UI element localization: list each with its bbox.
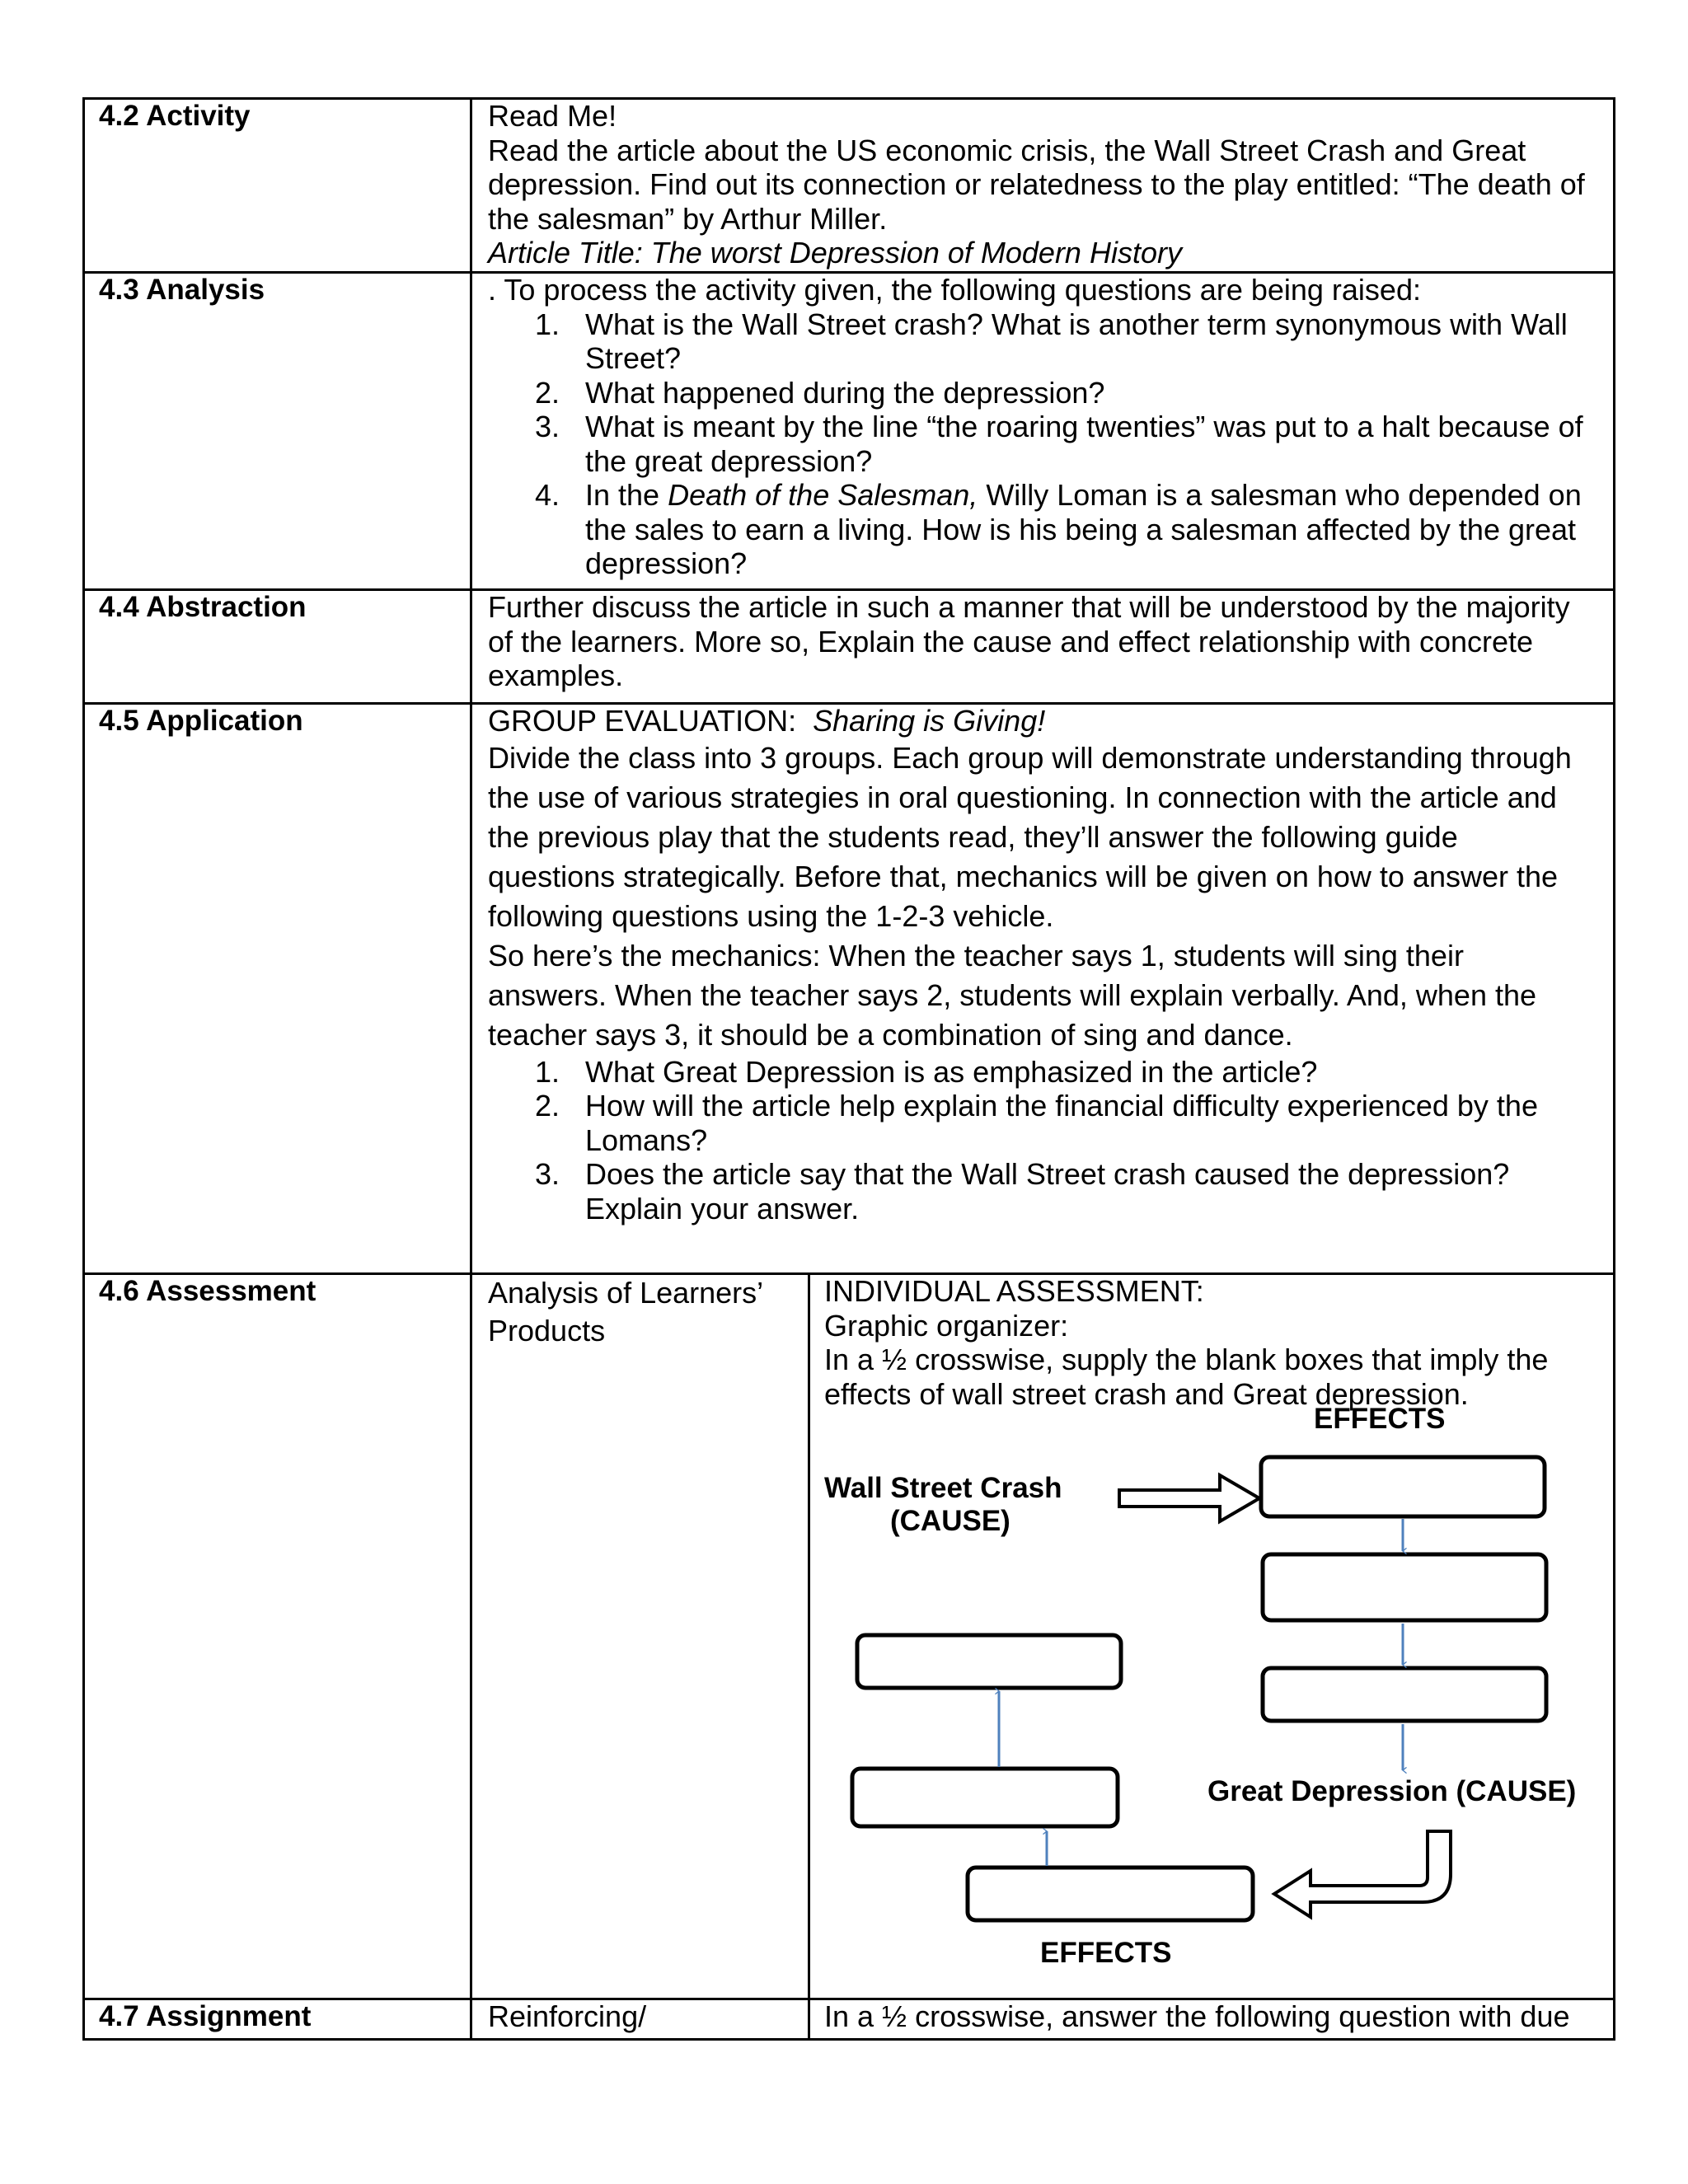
abstraction-line: Further discuss the article in such a manner that will be understood by the majority: [488, 590, 1570, 624]
list-item: [488, 1089, 1609, 1157]
list-number: 1.: [535, 1054, 560, 1089]
wall-street-crash-cause-label: Wall Street Crash: [824, 1472, 1062, 1504]
list-line: the great depression?: [585, 443, 873, 478]
application-questions: [488, 1055, 1609, 1226]
application-line: teacher says 3, it should be a combination of sing and dance.: [488, 1017, 1293, 1052]
row-label-analysis: 4.3 Analysis: [99, 274, 265, 306]
assessment-line: effects of wall street crash and Great depression.: [824, 1376, 1469, 1411]
list-number: 3.: [535, 410, 560, 443]
cause-arrow-bent: [1274, 1831, 1451, 1917]
effect-box-right-3: [1263, 1668, 1546, 1721]
list-line: How will the article help explain the financial difficulty experienced by the: [585, 1089, 1538, 1122]
application-content: [488, 704, 1609, 1226]
activity-line: Read the article about the US economic crisis, the Wall Street Crash and Great: [488, 133, 1526, 167]
effect-box-left-top: [857, 1635, 1121, 1688]
abstraction-content: [488, 590, 1609, 693]
application-line: following questions using the 1-2-3 vehicle.: [488, 898, 1054, 933]
activity-line: Read Me!: [488, 99, 617, 133]
effect-box-right-1: [1261, 1457, 1545, 1516]
application-line: the use of various strategies in oral questioning. In connection with the article and: [488, 780, 1557, 814]
list-line: Street?: [585, 341, 682, 375]
analysis-questions: [488, 307, 1609, 581]
lesson-plan-table: [82, 97, 1615, 2041]
effects-bottom-label: EFFECTS: [1040, 1937, 1172, 1969]
list-item: [488, 1055, 1609, 1090]
assessment-line: INDIVIDUAL ASSESSMENT:: [824, 1274, 1204, 1308]
border-col-1: [470, 97, 472, 2041]
effect-box-right-2: [1263, 1554, 1546, 1620]
list-number: 2.: [535, 375, 560, 410]
assessment-line: Graphic organizer:: [824, 1308, 1069, 1343]
application-line: the previous play that the students read, they’ll answer the following guide: [488, 819, 1458, 854]
list-line: What is meant by the line “the roaring twenties” was put to a halt because of: [585, 410, 1583, 443]
effect-box-bottom: [968, 1868, 1253, 1920]
list-line: Does the article say that the Wall Street crash caused the depression?: [585, 1157, 1510, 1191]
group-evaluation-label: GROUP EVALUATION:: [488, 704, 814, 738]
list-number: 2.: [535, 1089, 560, 1122]
border-right: [1613, 97, 1615, 2041]
list-line: What happened during the depression?: [585, 375, 1105, 410]
list-line: Explain your answer.: [585, 1191, 860, 1226]
application-line: Divide the class into 3 groups. Each group will demonstrate understanding through: [488, 740, 1572, 775]
list-text: In the: [585, 478, 668, 512]
row-label-application: 4.5 Application: [99, 705, 303, 737]
effects-top-label: EFFECTS: [1314, 1403, 1446, 1435]
application-paragraph: [488, 738, 1609, 1055]
list-line: What is the Wall Street crash? What is another term synonymous with Wall: [585, 307, 1568, 341]
analysis-content: [488, 273, 1609, 581]
row-label-abstraction: 4.4 Abstraction: [99, 591, 307, 623]
great-depression-cause-label: Great Depression (CAUSE): [1207, 1775, 1577, 1807]
analysis-intro: . To process the activity given, the following questions are being raised:: [488, 273, 1421, 307]
article-title: Article Title: The worst Depression of Modern History: [488, 236, 1182, 269]
list-line: Lomans?: [585, 1122, 708, 1157]
list-line: What Great Depression is as emphasized in the article?: [585, 1054, 1318, 1089]
activity-line: the salesman” by Arthur Miller.: [488, 201, 888, 236]
assignment-instructions: In a ½ crosswise, answer the following question with due: [824, 1999, 1570, 2033]
activity-content: [488, 99, 1601, 270]
list-item: [488, 307, 1609, 376]
application-line: answers. When the teacher says 2, students will explain verbally. And, when the: [488, 977, 1537, 1012]
abstraction-line: examples.: [488, 658, 624, 692]
border-left: [82, 97, 85, 2041]
group-evaluation-title: Sharing is Giving!: [813, 704, 1046, 738]
assessment-line: In a ½ crosswise, supply the blank boxes that imply the: [824, 1343, 1549, 1376]
border-bottom: [82, 2038, 1615, 2041]
assessment-type: [488, 1274, 801, 1350]
play-title: Death of the Salesman,: [668, 478, 978, 512]
cause-arrow-right: [1119, 1475, 1259, 1521]
row-label-activity: 4.2 Activity: [99, 100, 251, 132]
row-label-assignment: 4.7 Assignment: [99, 2000, 312, 2032]
border-col-2: [808, 1272, 810, 2041]
abstraction-line: of the learners. More so, Explain the cause and effect relationship with concrete: [488, 624, 1534, 658]
activity-line: depression. Find out its connection or relatedness to the play entitled: “The death of: [488, 167, 1585, 201]
list-line: the sales to earn a living. How is his being a salesman affected by the great: [585, 512, 1577, 546]
list-number: 1.: [535, 307, 560, 341]
list-number: 4.: [535, 478, 560, 512]
list-text: Willy Loman is a salesman who depended on: [978, 478, 1582, 512]
application-line: So here’s the mechanics: When the teacher says 1, students will sing their: [488, 938, 1464, 972]
application-line: questions strategically. Before that, mechanics will be given on how to answer the: [488, 859, 1559, 893]
list-item: [488, 410, 1609, 478]
list-item: [488, 1157, 1609, 1226]
list-item: [488, 478, 1609, 581]
assignment-type: Reinforcing/: [488, 1999, 647, 2033]
list-number: 3.: [535, 1157, 560, 1191]
assessment-instructions: [824, 1274, 1607, 1411]
row-label-assessment: 4.6 Assessment: [99, 1275, 316, 1307]
assessment-type-line: Products: [488, 1314, 606, 1347]
list-item: [488, 376, 1609, 410]
effect-box-left-bottom: [852, 1769, 1118, 1826]
group-evaluation-heading: [488, 704, 1609, 738]
wall-street-crash-cause-suffix: (CAUSE): [890, 1505, 1010, 1537]
list-line: depression?: [585, 546, 748, 580]
list-line: [585, 478, 1609, 513]
assessment-type-line: Analysis of Learners’: [488, 1276, 764, 1310]
